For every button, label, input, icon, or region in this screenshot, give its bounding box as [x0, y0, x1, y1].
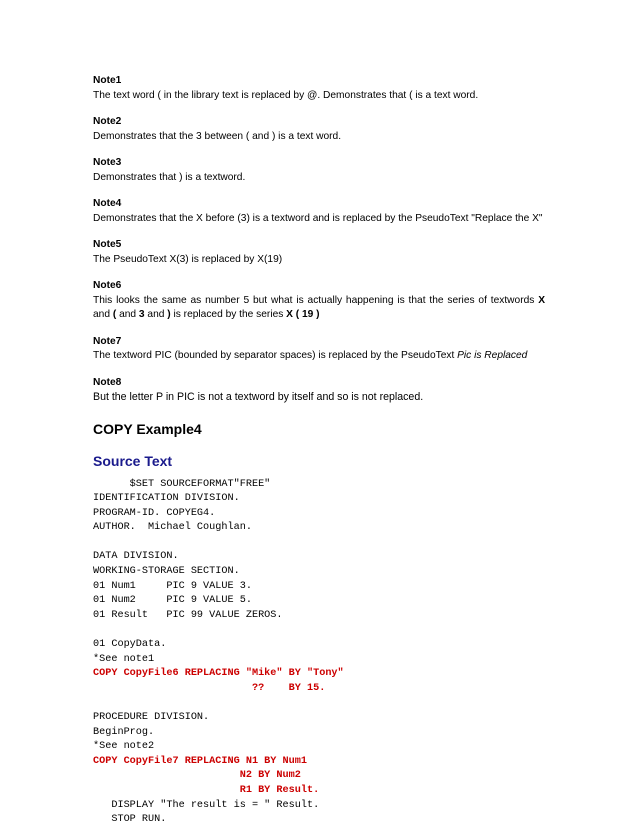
- note-6: [93, 279, 545, 323]
- note-text: Demonstrates that ) is a textword.: [93, 171, 246, 183]
- document-page: [93, 74, 545, 828]
- code-line: 01 Num2 PIC 9 VALUE 5.: [93, 595, 252, 607]
- code-block: [93, 478, 545, 828]
- note-text: Demonstrates that the X before (3) is a textword and is replaced by the PseudoText "Replace the X": [93, 212, 543, 224]
- code-line: [93, 536, 545, 551]
- code-line: PROCEDURE DIVISION.: [93, 712, 210, 723]
- note-title: Note1: [93, 75, 122, 86]
- note-title: Note5: [93, 239, 122, 250]
- note-5: [93, 238, 545, 267]
- note-7: [93, 335, 545, 364]
- code-line: *See note2: [93, 741, 155, 753]
- note-8: [93, 376, 545, 405]
- section-heading: COPY Example4: [93, 420, 202, 437]
- note6-text-e: is replaced by the series: [170, 309, 287, 320]
- code-line: IDENTIFICATION DIVISION.: [93, 493, 240, 505]
- note-4: [93, 197, 545, 226]
- note-text: Demonstrates that the 3 between ( and ) is a text word.: [93, 130, 342, 142]
- note-3: [93, 156, 545, 185]
- code-line: $SET SOURCEFORMAT"FREE": [93, 478, 271, 490]
- note-title: Note4: [93, 198, 122, 209]
- note6-bold-open-paren: (: [112, 309, 117, 320]
- note-2: [93, 115, 545, 144]
- note6-text-c: and: [116, 309, 139, 320]
- note6-bold-close-paren: ): [167, 309, 171, 320]
- note-text: The text word ( in the library text is replaced by @. Demonstrates that ( is a text word.: [93, 89, 479, 101]
- note-title: Note2: [93, 116, 122, 127]
- code-line: BeginProg.: [93, 726, 155, 738]
- note6-text-b: and: [93, 309, 113, 320]
- code-line: 01 Result PIC 99 VALUE ZEROS.: [93, 609, 283, 621]
- code-line: [93, 623, 545, 638]
- code-line: COPY CopyFile6 REPLACING "Mike" BY "Tony": [93, 668, 344, 680]
- code-line: PROGRAM-ID. COPYEG4.: [93, 507, 216, 519]
- code-line: COPY CopyFile7 REPLACING N1 BY Num1: [93, 755, 307, 767]
- note6-bold-series: X ( 19 ): [286, 309, 320, 320]
- note6-bold-x: X: [538, 294, 545, 306]
- code-line: N2 BY Num2: [93, 770, 301, 782]
- code-line: STOP RUN.: [93, 814, 167, 826]
- code-line: AUTHOR. Michael Coughlan.: [93, 522, 252, 534]
- note-title: Note8: [93, 376, 122, 388]
- note7-italic: Pic is Replaced: [457, 350, 528, 361]
- code-line: 01 Num1 PIC 9 VALUE 3.: [93, 580, 252, 592]
- note-text: The PseudoText X(3) is replaced by X(19): [93, 253, 283, 265]
- source-text-heading: Source Text: [93, 452, 173, 469]
- note6-bold-3: 3: [138, 309, 145, 320]
- note-title: Note3: [93, 157, 122, 168]
- note6-text-a: This looks the same as number 5 but what is actually happening is that the series of textwords: [93, 294, 539, 306]
- code-line: WORKING-STORAGE SECTION.: [93, 566, 240, 578]
- note-text: [93, 294, 545, 323]
- code-line: DISPLAY "The result is = " Result.: [93, 799, 320, 811]
- note-text: [93, 349, 545, 364]
- note-title: Note7: [93, 335, 122, 347]
- note7-text: The textword PIC (bounded by separator spaces) is replaced by the PseudoText: [93, 350, 458, 361]
- code-line: R1 BY Result.: [93, 784, 320, 796]
- note6-text-d: and: [144, 309, 168, 320]
- code-line: DATA DIVISION.: [93, 551, 179, 563]
- note-text: But the letter P in PIC is not a textword by itself and so is not replaced.: [93, 391, 424, 403]
- note-title: Note6: [93, 280, 122, 291]
- note-1: [93, 74, 545, 103]
- code-line: ?? BY 15.: [93, 682, 326, 694]
- code-line: *See note1: [93, 653, 155, 665]
- code-line: 01 CopyData.: [93, 639, 167, 651]
- code-line: [93, 696, 545, 711]
